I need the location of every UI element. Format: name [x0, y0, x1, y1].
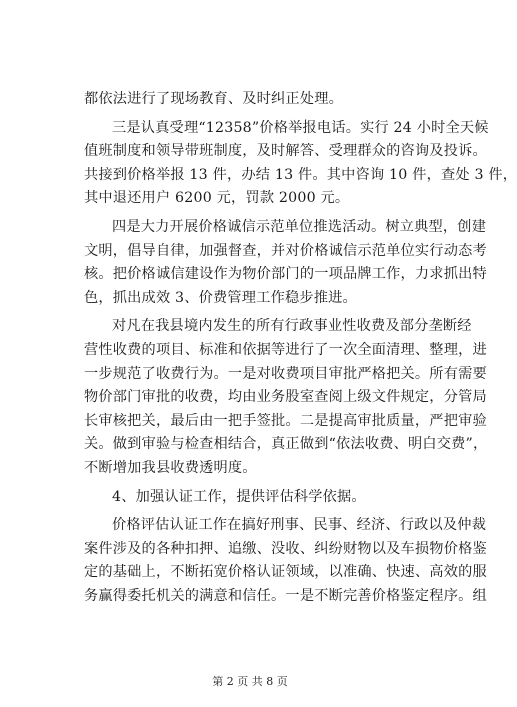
text-line: 务赢得委托机关的满意和信任。一是不断完善价格鉴定程序。组: [84, 587, 487, 604]
text-line: 一步规范了收费行为。一是对收费项目审批严格把关。所有需要: [84, 365, 487, 382]
paragraph: [84, 88, 438, 112]
page-number: 第 2 页 共 8 页: [212, 675, 288, 688]
text-line: 价格评估认证工作在搞好刑事、民事、经济、行政以及仲裁: [112, 517, 487, 534]
text-line: 都依法进行了现场教育、及时纠正处理。: [84, 91, 343, 107]
text-line: 物价部门审批的收费，均由业务股室查阅上级文件规定，分管局: [84, 389, 487, 406]
paragraph: [84, 486, 438, 510]
paragraph: [84, 117, 517, 211]
text-line: 长审核把关，最后由一把手签批。二是提高审批质量，严把审验: [84, 412, 487, 429]
text-line: 其中退还用户 6200 元，罚款 2000 元。: [84, 190, 350, 207]
text-line: 核。把价格诚信建设作为物价部门的一项品牌工作，力求抓出特: [84, 266, 487, 283]
page-footer: [0, 675, 500, 689]
text-line: 共接到价格举报 13 件，办结 13 件。其中咨询 10 件，查处 3 件，: [84, 166, 517, 183]
section-heading: 4、加强认证工作，提供评估科学依据。: [112, 488, 366, 505]
text-line: 值班制度和领导带班制度，及时解答、受理群众的咨询及投诉。: [84, 143, 487, 160]
text-line: 三是认真受理“12358”价格举报电话。实行 24 小时全天候: [112, 119, 489, 136]
text-line: 四是大力开展价格诚信示范单位推选活动。树立典型，创建: [112, 218, 487, 235]
text-line: 文明，倡导自律，加强督查，并对价格诚信示范单位实行动态考: [84, 242, 487, 259]
text-line: 关。做到审验与检查相结合，真正做到“依法收费、明白交费”，: [84, 436, 488, 453]
text-line: 对凡在我县境内发生的所有行政事业性收费及部分垄断经: [112, 318, 472, 335]
paragraph: [84, 315, 488, 480]
text-line: 定的基础上，不断拓宽价格认证领域，以准确、快速、高效的服: [84, 564, 487, 581]
text-line: 案件涉及的各种扣押、追缴、没收、纠纷财物以及车损物价格鉴: [84, 540, 487, 557]
paragraph: [84, 514, 487, 608]
paragraph: [84, 216, 487, 310]
document-body: [84, 88, 517, 608]
text-line: 色，抓出成效 3、价费管理工作稳步推进。: [84, 289, 357, 306]
text-line: 营性收费的项目、标准和依据等进行了一次全面清理、整理，进: [84, 341, 487, 358]
text-line: 不断增加我县收费透明度。: [84, 459, 257, 476]
